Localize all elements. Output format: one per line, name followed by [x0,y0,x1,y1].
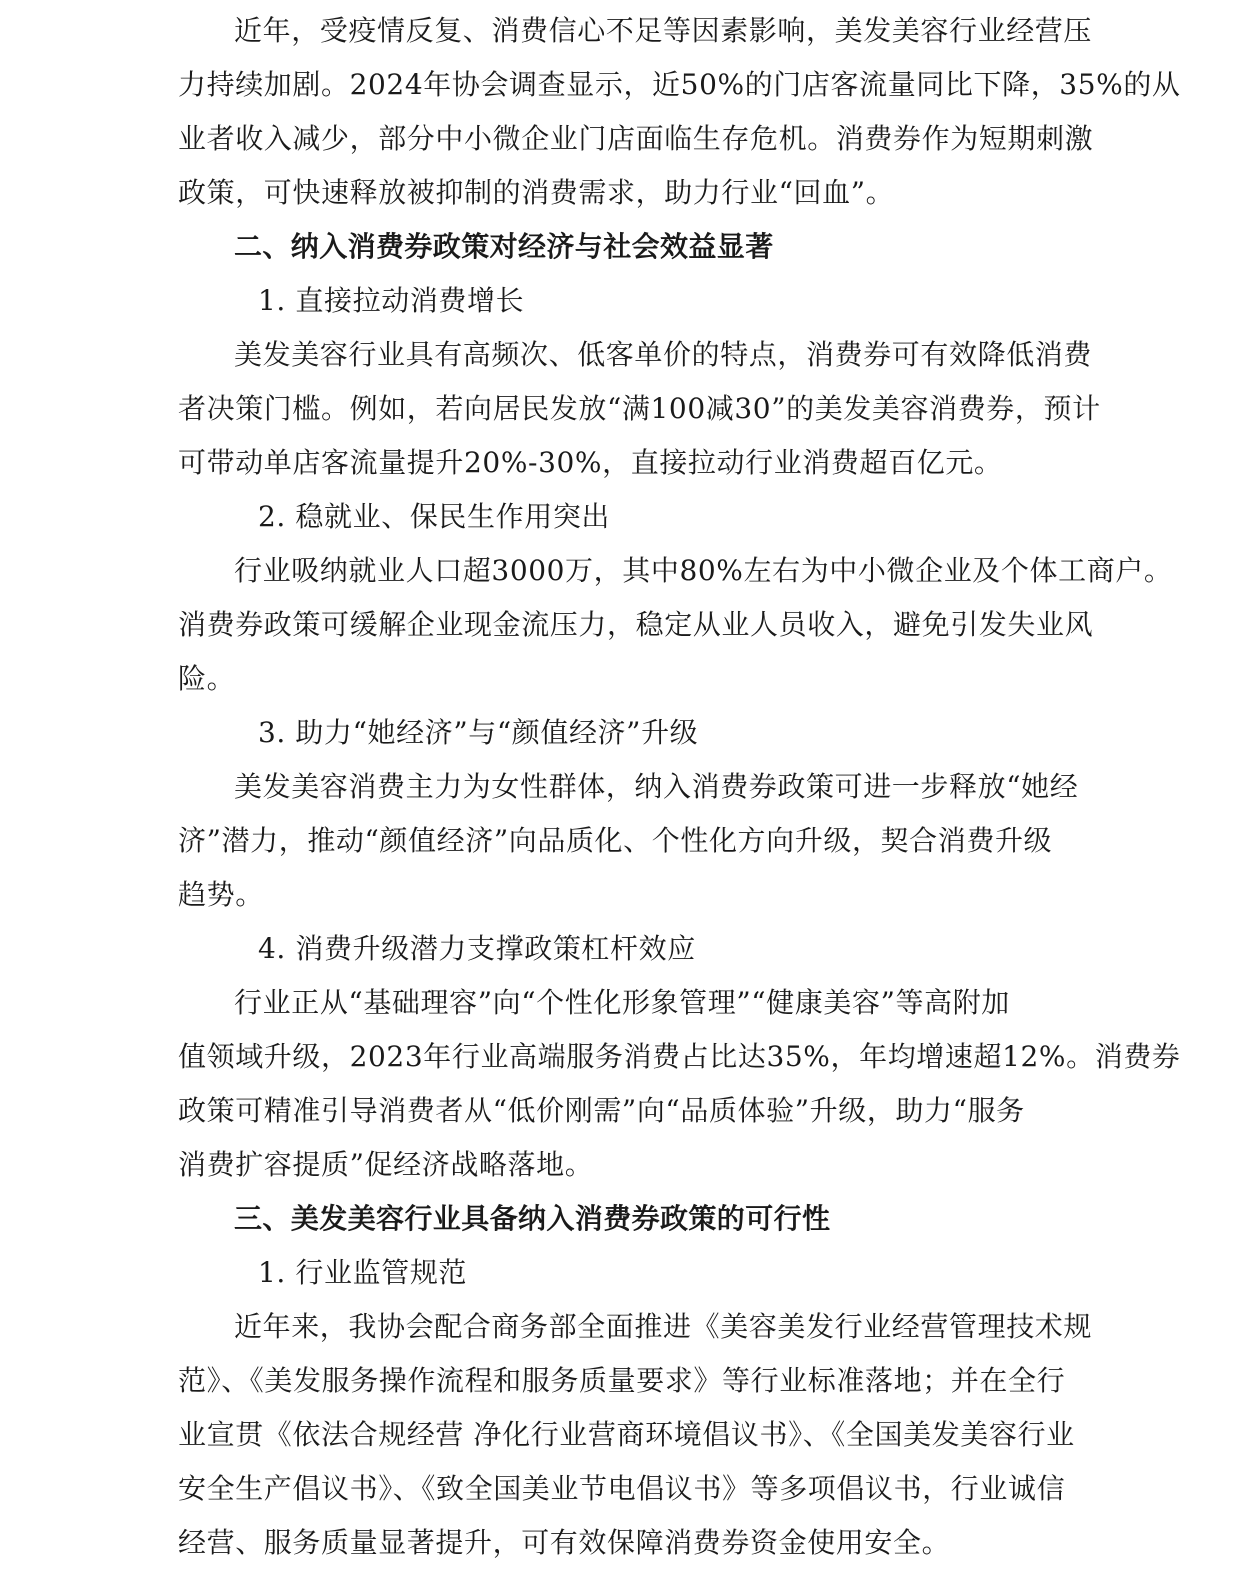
subsection-heading: 4. 消费升级潜力支撑政策杠杆效应 [258,932,696,965]
paragraph-line: 者决策门槛。例如，若向居民发放“满100减30”的美发美容消费券，预计 [178,392,1101,425]
paragraph-line: 可带动单店客流量提升20%-30%，直接拉动行业消费超百亿元。 [178,446,1003,479]
paragraph-line: 美发美容行业具有高频次、低客单价的特点，消费券可有效降低消费 [234,338,1093,371]
subheading-2-3 [178,706,1088,760]
paragraph-line: 范》、《美发服务操作流程和服务质量要求》等行业标准落地；并在全行 [178,1364,1066,1397]
document-page [178,4,1181,1570]
subsection-heading: 2. 稳就业、保民生作用突出 [258,500,611,533]
paragraph-line: 业宣贯《依法合规经营 净化行业营商环境倡议书》、《全国美发美容行业 [178,1418,1075,1451]
paragraph-line: 消费券政策可缓解企业现金流压力，稳定从业人员收入，避免引发失业风 [178,608,1094,641]
paragraph-consumption-boost [178,328,1101,490]
paragraph-line: 业者收入减少，部分中小微企业门店面临生存危机。消费券作为短期刺激 [178,122,1094,155]
paragraph-line: 力持续加剧。2024年协会调查显示，近50%的门店客流量同比下降，35%的从 [178,68,1181,101]
paragraph-employment [178,544,1173,706]
paragraph-line: 行业正从“基础理容”向“个性化形象管理”“健康美容”等高附加 [234,986,1010,1019]
paragraph-line: 政策，可快速释放被抑制的消费需求，助力行业“回血”。 [178,176,895,209]
section-heading-3 [178,1192,1088,1246]
subheading-2-1 [178,274,1088,328]
subsection-heading: 1. 行业监管规范 [258,1256,468,1289]
paragraph-line: 美发美容消费主力为女性群体，纳入消费券政策可进一步释放“她经 [234,770,1079,803]
subsection-heading: 3. 助力“她经济”与“颜值经济”升级 [258,716,699,749]
section-heading: 三、美发美容行业具备纳入消费券政策的可行性 [234,1202,831,1235]
paragraph-line: 行业吸纳就业人口超3000万，其中80%左右为中小微企业及个体工商户。 [234,554,1173,587]
paragraph-industry-pressure [178,4,1181,220]
section-heading: 二、纳入消费券政策对经济与社会效益显著 [234,230,774,263]
paragraph-line: 趋势。 [178,878,264,911]
paragraph-line: 近年，受疫情反复、消费信心不足等因素影响，美发美容行业经营压 [234,14,1093,47]
paragraph-line: 安全生产倡议书》、《致全国美业节电倡议书》等多项倡议书，行业诚信 [178,1472,1066,1505]
paragraph-regulation [178,1300,1093,1570]
paragraph-line: 近年来，我协会配合商务部全面推进《美容美发行业经营管理技术规 [234,1310,1093,1343]
paragraph-line: 消费扩容提质”促经济战略落地。 [178,1148,594,1181]
paragraph-line: 济”潜力，推动“颜值经济”向品质化、个性化方向升级，契合消费升级 [178,824,1053,857]
paragraph-line: 值领域升级，2023年行业高端服务消费占比达35%，年均增速超12%。消费券 [178,1040,1181,1073]
section-heading-2 [178,220,1088,274]
paragraph-upgrade-potential [178,976,1181,1192]
paragraph-her-economy [178,760,1088,922]
paragraph-line: 险。 [178,662,236,695]
subheading-3-1 [178,1246,1088,1300]
paragraph-line: 政策可精准引导消费者从“低价刚需”向“品质体验”升级，助力“服务 [178,1094,1025,1127]
subsection-heading: 1. 直接拉动消费增长 [258,284,525,317]
subheading-2-2 [178,490,1088,544]
subheading-2-4 [178,922,1088,976]
paragraph-line: 经营、服务质量显著提升，可有效保障消费券资金使用安全。 [178,1526,951,1559]
